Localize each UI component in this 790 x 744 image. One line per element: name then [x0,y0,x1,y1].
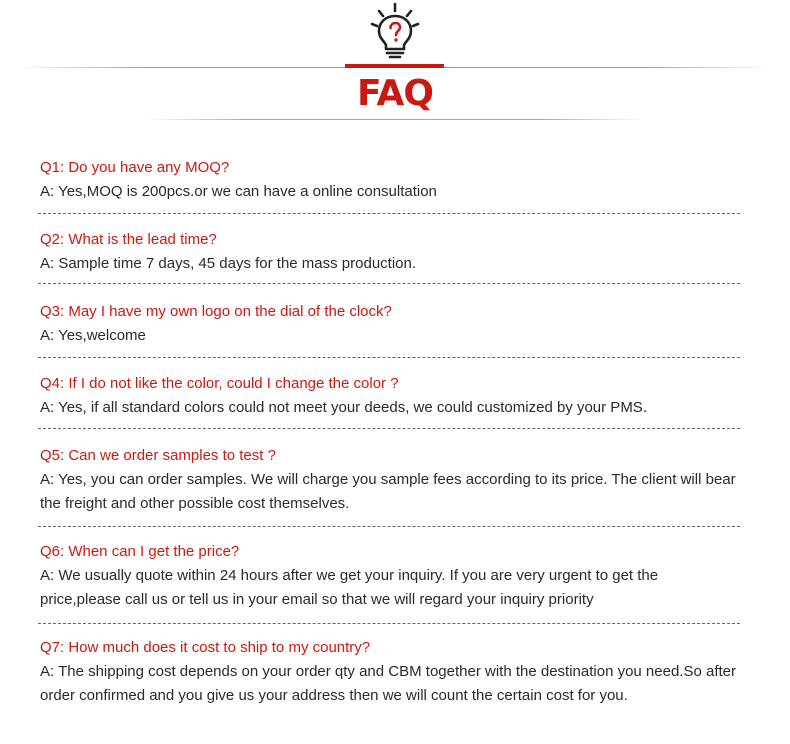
faq-item-5 [40,444,740,516]
faq-question: Q3: May I have my own logo on the dial of the clock? [40,303,392,320]
faq-question: Q1: Do you have any MOQ? [40,159,230,176]
faq-item-3 [40,300,740,348]
faq-divider [38,283,740,284]
faq-answer: A: Yes, you can order samples. We will charge you sample fees according to its price. The client will bear the freight and other possible cost themselves. [40,471,736,512]
faq-question: Q7: How much does it cost to ship to my country? [40,639,371,656]
faq-answer: A: We usually quote within 24 hours after we get your inquiry. If you are very urgent to get the price,please call us or tell us in your email so that we will regard your inquiry priority [40,567,659,608]
faq-question: Q2: What is the lead time? [40,231,217,248]
faq-item-2 [40,228,740,276]
faq-answer: A: Yes,welcome [40,327,146,344]
faq-item-6 [40,540,740,612]
faq-answer: A: Yes, if all standard colors could not meet your deeds, we could customized by your PMS. [40,399,647,416]
faq-answer: A: Yes,MOQ is 200pcs.or we can have a online consultation [40,183,437,200]
lightbulb-question-icon [366,2,424,62]
faq-divider [38,623,740,624]
page-title: FAQ [357,73,433,114]
header-divider-bottom [145,119,645,120]
faq-answer: A: Sample time 7 days, 45 days for the mass production. [40,255,417,272]
header-accent-bar [345,64,444,68]
faq-divider [38,428,740,429]
faq-divider [38,357,740,358]
faq-divider [38,526,740,527]
faq-answer: A: The shipping cost depends on your order qty and CBM together with the destination you need.So after order confirmed and you give us your address then we will count the certain cost for you. [40,663,736,704]
faq-question: Q5: Can we order samples to test ? [40,447,276,464]
faq-item-7 [40,636,740,708]
faq-header [0,0,790,125]
faq-item-4 [40,372,740,420]
faq-question: Q6: When can I get the price? [40,543,240,560]
faq-divider [38,213,740,214]
faq-question: Q4: If I do not like the color, could I change the color ? [40,375,399,392]
faq-item-1 [40,156,740,204]
